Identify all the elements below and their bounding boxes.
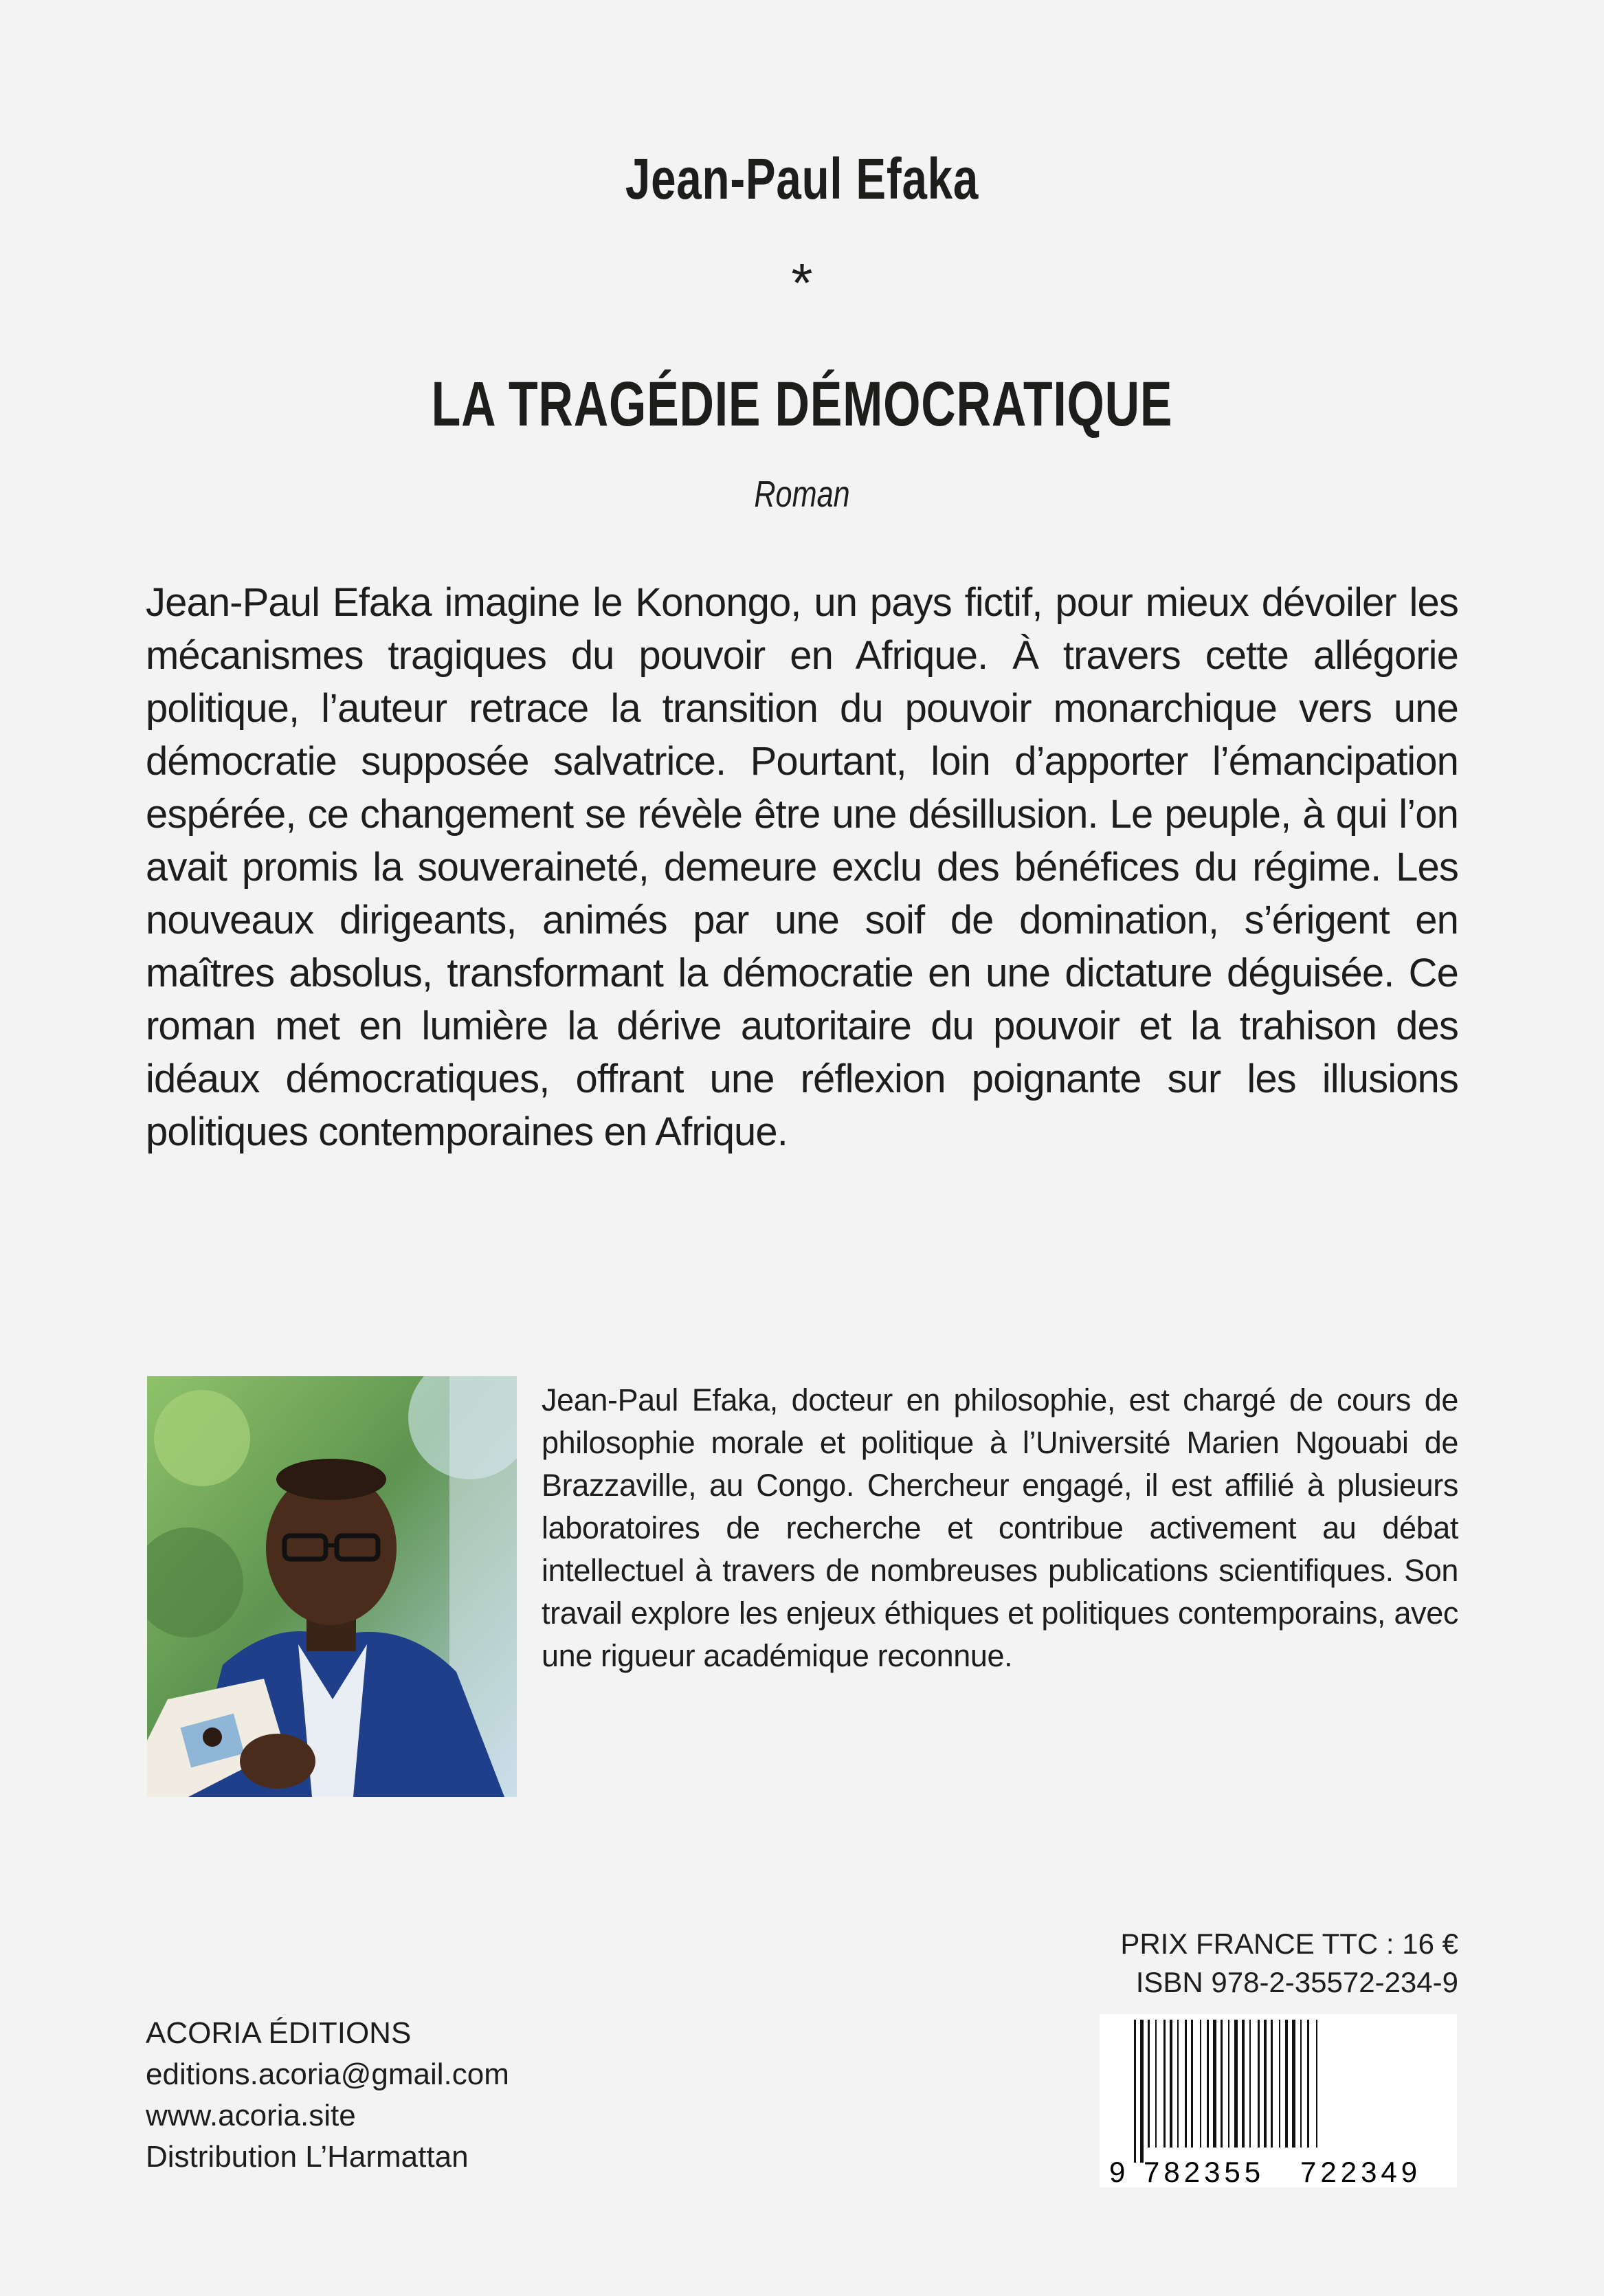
barcode-bar — [1134, 2020, 1136, 2163]
barcode-bar — [1242, 2020, 1245, 2148]
barcode-bar — [1228, 2020, 1229, 2148]
price-block — [1120, 1925, 1458, 2002]
barcode-bar — [1264, 2020, 1267, 2148]
barcode-bar — [1307, 2020, 1309, 2148]
isbn-label: ISBN 978-2-35572-234-9 — [1135, 1966, 1458, 1998]
barcode-bar — [1191, 2020, 1193, 2148]
publisher-website[interactable]: www.acoria.site — [146, 2099, 356, 2132]
barcode-bar — [1292, 2020, 1295, 2148]
author-bio: Jean-Paul Efaka, docteur en philosophie, est chargé de cours de philosophie morale et politique à l’Université Marien Ngouabi de Brazzaville, au Congo. Chercheur engagé, il est affilié à plusieurs laboratoires de recherche et contribue activement au débat intellectuel à travers de nombreuses publications scientifiques. Son travail explore les enjeux éthiques et politiques contemporains, avec une rigueur académique reconnue. — [542, 1382, 1458, 1673]
price-label: PRIX FRANCE TTC : 16 € — [1120, 1928, 1458, 1960]
title-separator: * — [791, 252, 813, 313]
author-portrait-photo — [147, 1376, 517, 1797]
barcode-bar — [1185, 2020, 1187, 2148]
barcode-bar — [1207, 2020, 1209, 2148]
barcode-bar — [1155, 2020, 1157, 2148]
publisher-info — [146, 2013, 509, 2178]
barcode-bar — [1271, 2020, 1273, 2148]
barcode-bar — [1279, 2020, 1280, 2148]
barcode-bar — [1234, 2020, 1238, 2148]
barcode-bar — [1177, 2020, 1179, 2148]
author-photo — [147, 1376, 517, 1797]
barcode-bar — [1285, 2020, 1288, 2148]
barcode-bar — [1140, 2020, 1144, 2163]
barcode-bar — [1200, 2020, 1201, 2148]
barcode-bar — [1163, 2020, 1166, 2148]
barcode-digits-right: 722349 — [1300, 2156, 1422, 2187]
publisher-name: ACORIA ÉDITIONS — [146, 2016, 412, 2050]
barcode-bar — [1249, 2020, 1251, 2148]
barcode-digits-left: 782355 — [1144, 2156, 1265, 2187]
barcode-bar — [1221, 2020, 1223, 2148]
genre-label: Roman — [754, 474, 850, 515]
book-title: LA TRAGÉDIE DÉMOCRATIQUE — [431, 369, 1173, 439]
barcode-bar — [1148, 2020, 1150, 2148]
isbn-barcode — [1100, 2014, 1457, 2187]
barcode-bar — [1258, 2020, 1260, 2148]
synopsis: Jean-Paul Efaka imagine le Konongo, un pays fictif, pour mieux dévoiler les mécanismes tragiques du pouvoir en Afrique. À travers cette allégorie politique, l’auteur retrace la transition du pouvoir monarchique vers une démocratie supposée salvatrice. Pourtant, loin d’apporter l’émancipation espérée, ce changement se révèle être une désillusion. Le peuple, à qui l’on avait promis la souveraineté, demeure exclu des bénéfices du régime. Les nouveaux dirigeants, animés par une soif de domination, s’érigent en maîtres absolus, transformant la démocratie en une dictature déguisée. Ce roman met en lumière la dérive autoritaire du pouvoir et la trahison des idéaux démocratiques, offrant une réflexion poignante sur les illusions politiques contemporaines en Afrique. — [146, 580, 1458, 1154]
barcode-bar — [1213, 2020, 1216, 2148]
author-name: Jean-Paul Efaka — [625, 146, 979, 211]
publisher-email[interactable]: editions.acoria@gmail.com — [146, 2057, 509, 2091]
barcode-bar — [1170, 2020, 1172, 2148]
barcode-digit-lead: 9 — [1109, 2156, 1126, 2187]
publisher-distribution: Distribution L’Harmattan — [146, 2140, 469, 2174]
barcode-bar — [1316, 2020, 1317, 2148]
barcode-bar — [1300, 2020, 1302, 2148]
